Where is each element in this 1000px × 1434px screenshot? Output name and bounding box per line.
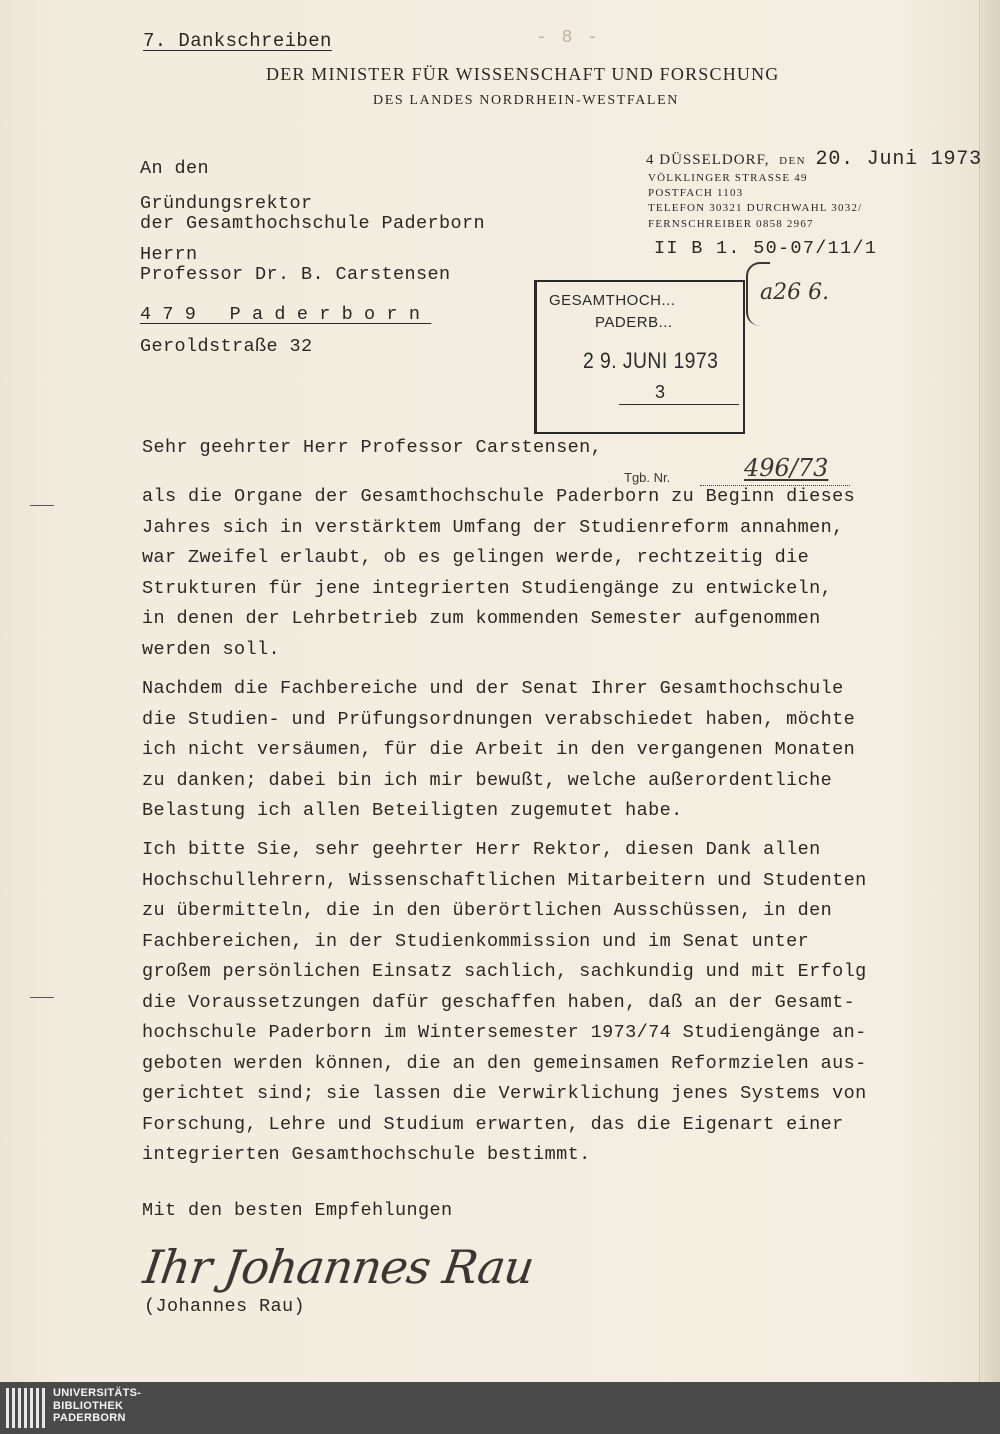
sender-city: 4 DÜSSELDORF, [646,152,770,168]
paragraph-line: Fachbereichen, in der Studienkommission und im Senat unter [142,930,810,952]
salutation: Sehr geehrter Herr Professor Carstensen, [142,437,603,458]
paragraph-line: Ich bitte Sie, sehr geehrter Herr Rektor, diesen Dank allen [142,839,821,860]
signature: Ihr Johannes Rau [140,1240,537,1294]
ministry-subtitle: DES LANDES NORDRHEIN-WESTFALEN [373,93,679,108]
paragraph-line: Nachdem die Fachbereiche und der Senat Ihrer Gesamthochschule [142,678,844,699]
paragraph-line: werden soll. [142,638,281,660]
paragraph-2 [142,674,855,827]
paragraph-1 [142,482,855,665]
sender-fernschreiber: FERNSCHREIBER 0858 2967 [648,218,814,230]
page-number: - 8 - [536,28,601,48]
paragraph-line: Hochschullehrern, Wissenschaftlichen Mitarbeitern und Studenten [142,869,867,891]
stamp-line [619,404,739,405]
paragraph-line: Jahres sich in verstärktem Umfang der Studienreform annahmen, [142,516,844,538]
paragraph-line: hochschule Paderborn im Wintersemester 1973/74 Studiengänge an- [142,1022,867,1043]
paragraph-line: ich nicht versäumen, für die Arbeit in den vergangenen Monaten [142,739,856,760]
recipient-line: Herrn [140,244,198,265]
paragraph-line: war Zweifel erlaubt, ob es gelingen werde, rechtzeitig die [142,547,810,568]
paragraph-line: zu übermitteln, die in den überörtlichen Ausschüssen, in den [142,900,833,921]
sender-telefon: TELEFON 30321 DURCHWAHL 3032/ [648,202,863,214]
stamp-city: PADERB... [595,314,673,331]
library-logo-icon [6,1388,46,1428]
stamp-institution: GESAMTHOCH... [549,292,676,309]
section-heading: 7. Dankschreiben [143,30,332,52]
paragraph-line: in denen der Lehrbetrieb zum kommenden Semester aufgenommen [142,608,821,629]
margin-mark [30,505,54,506]
recipient-line: Professor Dr. B. Carstensen [140,264,451,285]
recipient-city: 479 Paderborn [140,304,432,325]
handwritten-code: a26 6. [760,280,830,305]
stamp-number: 3 [655,382,666,402]
paragraph-line: die Voraussetzungen dafür geschaffen haben, daß an der Gesamt- [142,991,856,1013]
recipient-street: Geroldstraße 32 [140,336,313,357]
library-name [53,1387,141,1425]
received-stamp [534,280,745,434]
margin-mark [30,997,54,998]
recipient-line: Gründungsrektor [140,193,313,214]
signatory-name: (Johannes Rau) [144,1296,306,1317]
closing: Mit den besten Empfehlungen [142,1200,453,1221]
paragraph-line: Forschung, Lehre und Studium erwarten, das die Eigenart einer [142,1113,844,1135]
paragraph-line: geboten werden können, die an den gemeinsamen Reformzielen aus- [142,1052,867,1074]
paragraph-line: zu danken; dabei bin ich mir bewußt, welche außerordentliche [142,769,833,791]
recipient-line: der Gesamthochschule Paderborn [140,213,486,234]
paragraph-line: integrierten Gesamthochschule bestimmt. [142,1144,591,1165]
paragraph-line: gerichtet sind; sie lassen die Verwirklichung jenes Systems von [142,1083,867,1104]
stamp-date: 2 9. JUNI 1973 [583,348,719,373]
tgb-label: Tgb. Nr. [624,470,671,485]
library-footer [0,1382,1000,1434]
library-line: UNIVERSITÄTS- [53,1387,142,1399]
recipient-line: An den [140,158,210,179]
sender-den: DEN [779,155,806,167]
sender-postfach: POSTFACH 1103 [648,187,744,199]
paragraph-line: Belastung ich allen Beteiligten zugemutet habe. [142,800,683,821]
reference-number: II B 1. 50-07/11/1 [654,238,878,259]
letter-date: 20. Juni 1973 [815,148,982,171]
tgb-number: 496/73 [744,454,829,482]
binding-edge [979,0,1000,1434]
paragraph-line: Strukturen für jene integrierten Studiengänge zu entwickeln, [142,577,833,599]
place-date [646,148,982,171]
paragraph-line: als die Organe der Gesamthochschule Paderborn zu Beginn dieses [142,486,856,507]
paragraph-3 [142,835,867,1171]
paragraph-line: großem persönlichen Einsatz sachlich, sachkundig und mit Erfolg [142,961,867,982]
ministry-title: DER MINISTER FÜR WISSENSCHAFT UND FORSCHUNG [266,64,780,84]
library-line: PADERBORN [53,1412,126,1424]
paragraph-line: die Studien- und Prüfungsordnungen verabschiedet haben, möchte [142,708,856,730]
library-line: BIBLIOTHEK [53,1399,124,1412]
sender-street: VÖLKLINGER STRASSE 49 [648,172,808,184]
